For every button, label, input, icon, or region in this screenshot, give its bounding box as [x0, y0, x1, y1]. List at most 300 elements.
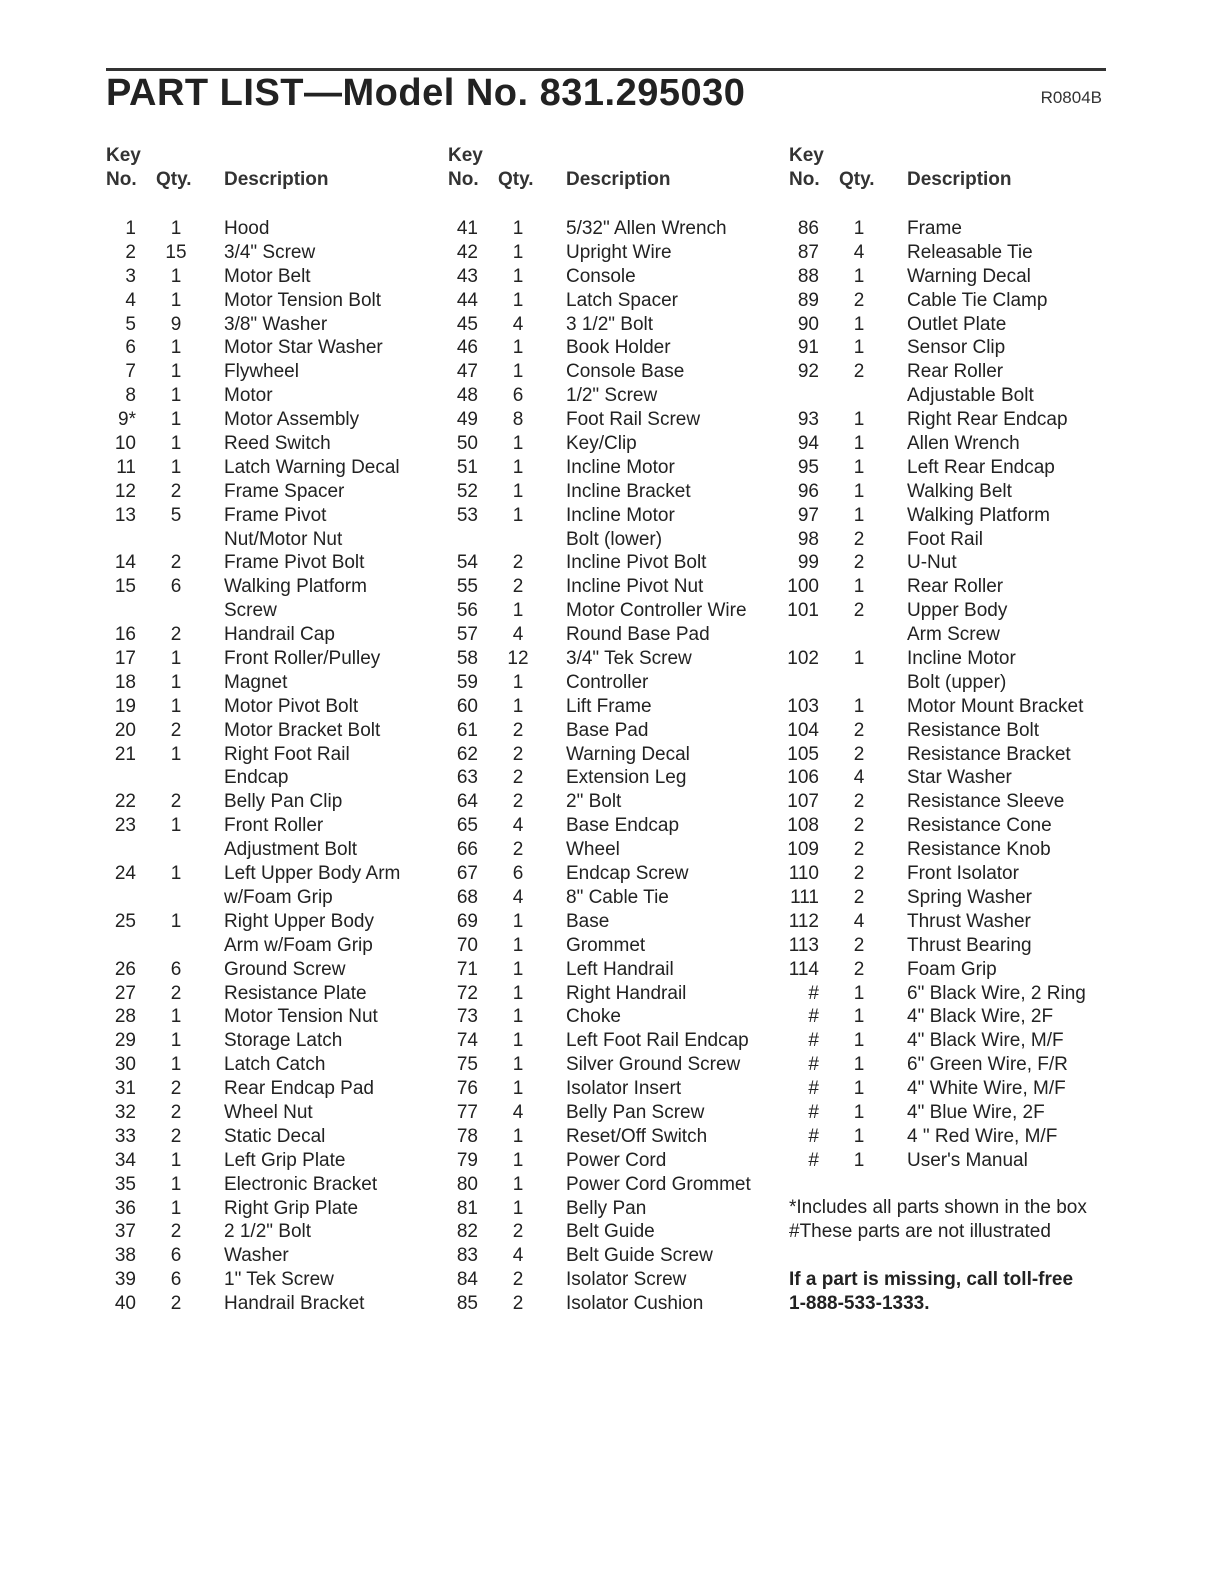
part-key-number: 45	[456, 313, 478, 335]
part-key-number: 22	[114, 791, 136, 813]
includes-note: *Includes all parts shown in the box	[789, 1197, 1087, 1218]
part-key-number: 6	[125, 337, 136, 359]
part-quantity: 6	[512, 385, 524, 407]
part-key-number: #	[808, 1078, 819, 1100]
part-quantity: 1	[170, 361, 182, 383]
part-key-number: 71	[456, 958, 478, 980]
part-quantity: 4	[512, 886, 524, 908]
part-quantity: 2	[170, 982, 182, 1004]
part-key-number: 93	[797, 409, 819, 431]
part-description: Choke	[566, 1006, 621, 1028]
part-key-number: 96	[797, 480, 819, 502]
top-rule	[106, 68, 1106, 71]
part-description: 6" Black Wire, 2 Ring	[907, 982, 1086, 1004]
part-key-number: 74	[456, 1030, 478, 1052]
part-description: U-Nut	[907, 552, 957, 574]
part-key-number: 55	[456, 576, 478, 598]
part-quantity: 1	[512, 695, 524, 717]
header-qty: Qty.	[156, 169, 192, 190]
part-description: Incline Pivot Bolt	[566, 552, 707, 574]
part-description: Spring Washer	[907, 886, 1032, 908]
part-key-number: #	[808, 982, 819, 1004]
part-quantity: 5	[170, 504, 182, 526]
part-quantity: 2	[853, 791, 865, 813]
part-quantity: 2	[853, 863, 865, 885]
part-quantity: 1	[512, 241, 524, 263]
part-key-number: 23	[114, 815, 136, 837]
part-quantity: 4	[512, 815, 524, 837]
part-quantity: 4	[853, 910, 865, 932]
part-description: Silver Ground Screw	[566, 1054, 741, 1076]
part-quantity: 2	[853, 815, 865, 837]
part-quantity: 1	[512, 671, 524, 693]
part-description: Rear Roller	[907, 576, 1004, 598]
document-code: R0804B	[1040, 88, 1102, 107]
part-description: Power Cord	[566, 1149, 667, 1171]
part-quantity: 1	[853, 456, 865, 478]
part-description: Bolt (lower)	[566, 528, 663, 550]
part-description: Sensor Clip	[907, 337, 1006, 359]
part-key-number: 28	[114, 1006, 136, 1028]
part-quantity: 1	[170, 1197, 182, 1219]
part-key-number: 34	[114, 1149, 136, 1171]
part-quantity: 2	[170, 480, 182, 502]
part-key-number: 54	[456, 552, 478, 574]
part-description: 1/2" Screw	[566, 385, 658, 407]
part-description: Front Roller	[224, 815, 324, 837]
part-key-number: 10	[114, 433, 136, 455]
part-quantity: 1	[853, 1006, 865, 1028]
part-description: Left Rear Endcap	[907, 456, 1055, 478]
part-description: Static Decal	[224, 1125, 326, 1147]
part-description: Walking Belt	[907, 480, 1012, 502]
part-quantity: 1	[170, 743, 182, 765]
part-description: Resistance Sleeve	[907, 791, 1065, 813]
part-key-number: 52	[456, 480, 478, 502]
part-quantity: 2	[512, 791, 524, 813]
part-description: Reed Switch	[224, 433, 331, 455]
part-description: Latch Spacer	[566, 289, 678, 311]
part-description: Resistance Cone	[907, 815, 1052, 837]
part-key-number: 88	[797, 265, 819, 287]
part-description: Foot Rail	[907, 528, 984, 550]
part-key-number: 91	[797, 337, 819, 359]
part-quantity: 1	[170, 456, 182, 478]
part-quantity: 1	[512, 1149, 524, 1171]
part-key-number: 70	[456, 934, 478, 956]
part-quantity: 1	[170, 1006, 182, 1028]
part-quantity: 1	[853, 265, 865, 287]
part-key-number: 16	[114, 624, 136, 646]
part-quantity: 12	[507, 648, 529, 670]
part-key-number: #	[808, 1125, 819, 1147]
part-description: 4 " Red Wire, M/F	[907, 1125, 1058, 1147]
part-description: Right Handrail	[566, 982, 687, 1004]
part-description: Walking Platform	[907, 504, 1050, 526]
part-description: Adjustment Bolt	[224, 839, 358, 861]
part-quantity: 1	[170, 863, 182, 885]
part-description: Motor	[224, 385, 273, 407]
part-quantity: 2	[170, 1221, 182, 1243]
part-description: Book Holder	[566, 337, 671, 359]
part-key-number: 35	[114, 1173, 136, 1195]
part-description: Base Pad	[566, 719, 649, 741]
part-key-number: 79	[456, 1149, 478, 1171]
part-key-number: 75	[456, 1054, 478, 1076]
part-description: Belly Pan	[566, 1197, 647, 1219]
part-key-number: 83	[456, 1245, 478, 1267]
part-key-number: 3	[125, 265, 136, 287]
part-quantity: 4	[512, 1101, 524, 1123]
part-description: Electronic Bracket	[224, 1173, 378, 1195]
part-description: Releasable Tie	[907, 241, 1033, 263]
part-quantity: 2	[512, 743, 524, 765]
part-description: Motor Belt	[224, 265, 311, 287]
part-quantity: 1	[170, 385, 182, 407]
part-description: Thrust Washer	[907, 910, 1031, 932]
part-key-number: 73	[456, 1006, 478, 1028]
part-key-number: 36	[114, 1197, 136, 1219]
part-description: User's Manual	[907, 1149, 1028, 1171]
part-description: Front Isolator	[907, 863, 1019, 885]
part-key-number: 80	[456, 1173, 478, 1195]
part-key-number: 56	[456, 600, 478, 622]
part-key-number: 108	[787, 815, 819, 837]
part-quantity: 2	[853, 600, 865, 622]
part-description: Magnet	[224, 671, 288, 693]
part-quantity: 1	[170, 1054, 182, 1076]
part-quantity: 1	[853, 218, 865, 239]
part-description: Handrail Cap	[224, 624, 335, 646]
part-description: Motor Tension Nut	[224, 1006, 378, 1028]
part-description: Incline Bracket	[566, 480, 691, 502]
part-quantity: 1	[853, 982, 865, 1004]
part-key-number: 109	[787, 839, 819, 861]
part-quantity: 1	[853, 648, 865, 670]
part-key-number: 50	[456, 433, 478, 455]
part-description: 3/4" Screw	[224, 241, 316, 263]
part-key-number: 13	[114, 504, 136, 526]
part-description: 1" Tek Screw	[224, 1269, 334, 1291]
part-quantity: 1	[170, 409, 182, 431]
part-description: Resistance Plate	[224, 982, 367, 1004]
part-quantity: 1	[170, 671, 182, 693]
part-description: Thrust Bearing	[907, 934, 1032, 956]
part-description: 3/8" Washer	[224, 313, 328, 335]
part-quantity: 1	[512, 1054, 524, 1076]
part-key-number: 89	[797, 289, 819, 311]
header-no: No.	[106, 169, 137, 190]
part-description: Base Endcap	[566, 815, 680, 837]
part-quantity: 1	[170, 910, 182, 932]
part-description: Controller	[566, 671, 649, 693]
part-quantity: 1	[853, 480, 865, 502]
part-key-number: 39	[114, 1269, 136, 1291]
part-quantity: 1	[512, 600, 524, 622]
part-description: Warning Decal	[907, 265, 1031, 287]
part-description: Left Handrail	[566, 958, 674, 980]
part-key-number: 1	[125, 218, 136, 239]
part-quantity: 1	[170, 815, 182, 837]
part-description: Frame Pivot	[224, 504, 327, 526]
part-key-number: 29	[114, 1030, 136, 1052]
part-key-number: 77	[456, 1101, 478, 1123]
part-quantity: 2	[853, 934, 865, 956]
part-quantity: 2	[853, 361, 865, 383]
part-key-number: 99	[797, 552, 819, 574]
part-quantity: 1	[512, 1197, 524, 1219]
part-description: Power Cord Grommet	[566, 1173, 751, 1195]
part-quantity: 1	[170, 218, 182, 239]
part-description: Right Upper Body	[224, 910, 374, 932]
part-description: Left Upper Body Arm	[224, 863, 401, 885]
part-description: Motor Tension Bolt	[224, 289, 382, 311]
part-key-number: 51	[456, 456, 478, 478]
part-key-number: 20	[114, 719, 136, 741]
part-key-number: 66	[456, 839, 478, 861]
part-quantity: 2	[512, 1293, 524, 1315]
header-no: No.	[789, 169, 820, 190]
part-key-number: #	[808, 1054, 819, 1076]
part-key-number: 106	[787, 767, 819, 789]
part-key-number: 87	[797, 241, 819, 263]
part-description: Motor Mount Bracket	[907, 695, 1084, 717]
part-description: Allen Wrench	[907, 433, 1020, 455]
part-key-number: 8	[125, 385, 136, 407]
part-description: Arm w/Foam Grip	[224, 934, 373, 956]
part-description: Cable Tie Clamp	[907, 289, 1048, 311]
part-description: Rear Roller	[907, 361, 1004, 383]
part-quantity: 1	[853, 576, 865, 598]
part-quantity: 1	[512, 958, 524, 980]
part-description: Belt Guide	[566, 1221, 655, 1243]
part-key-number: 111	[790, 886, 819, 908]
part-key-number: #	[808, 1006, 819, 1028]
part-description: Key/Clip	[566, 433, 637, 455]
part-quantity: 6	[170, 576, 182, 598]
part-key-number: 85	[456, 1293, 478, 1315]
part-quantity: 1	[170, 337, 182, 359]
part-key-number: 9*	[118, 409, 136, 431]
part-quantity: 1	[853, 1149, 865, 1171]
part-quantity: 2	[170, 1078, 182, 1100]
part-description: Round Base Pad	[566, 624, 710, 646]
part-description: Wheel Nut	[224, 1101, 313, 1123]
part-key-number: 112	[788, 910, 819, 932]
part-quantity: 1	[512, 289, 524, 311]
part-key-number: 61	[456, 719, 478, 741]
not-illustrated-note: #These parts are not illustrated	[789, 1221, 1051, 1242]
part-description: Frame Pivot Bolt	[224, 552, 365, 574]
part-description: Storage Latch	[224, 1030, 343, 1052]
header-description: Description	[566, 169, 671, 190]
part-description: Isolator Cushion	[566, 1293, 704, 1315]
part-quantity: 1	[512, 1006, 524, 1028]
header-no: No.	[448, 169, 479, 190]
part-quantity: 1	[853, 1125, 865, 1147]
part-description: Frame Spacer	[224, 480, 345, 502]
part-description: w/Foam Grip	[224, 886, 333, 908]
part-description: Isolator Screw	[566, 1269, 687, 1291]
part-description: Latch Warning Decal	[224, 456, 400, 478]
part-description: Left Foot Rail Endcap	[566, 1030, 749, 1052]
part-description: Lift Frame	[566, 695, 652, 717]
part-key-number: 110	[788, 863, 819, 885]
part-key-number: 86	[797, 218, 819, 239]
part-quantity: 1	[512, 218, 524, 239]
part-key-number: 78	[456, 1125, 478, 1147]
part-description: Foot Rail Screw	[566, 409, 701, 431]
part-quantity: 1	[512, 1173, 524, 1195]
part-key-number: 25	[114, 910, 136, 932]
part-quantity: 1	[512, 910, 524, 932]
part-key-number: 113	[788, 934, 819, 956]
part-description: Latch Catch	[224, 1054, 326, 1076]
part-key-number: 58	[456, 648, 478, 670]
part-key-number: 26	[114, 958, 136, 980]
part-quantity: 2	[512, 767, 524, 789]
part-key-number: 59	[456, 671, 478, 693]
part-description: Rear Endcap Pad	[224, 1078, 374, 1100]
part-key-number: 102	[787, 648, 819, 670]
part-quantity: 8	[512, 409, 524, 431]
part-description: Flywheel	[224, 361, 299, 383]
part-quantity: 1	[512, 337, 524, 359]
header-key: Key	[448, 145, 483, 166]
part-description: Screw	[224, 600, 277, 622]
part-key-number: 92	[797, 361, 819, 383]
part-description: Belt Guide Screw	[566, 1245, 713, 1267]
part-key-number: 15	[114, 576, 136, 598]
part-key-number: 107	[787, 791, 819, 813]
part-description: Extension Leg	[566, 767, 687, 789]
part-key-number: 57	[456, 624, 478, 646]
part-description: Resistance Bracket	[907, 743, 1071, 765]
part-quantity: 1	[170, 1149, 182, 1171]
part-description: Frame	[907, 218, 962, 239]
part-description: Left Grip Plate	[224, 1149, 346, 1171]
part-key-number: 41	[456, 218, 478, 239]
part-quantity: 1	[853, 337, 865, 359]
part-key-number: 30	[114, 1054, 136, 1076]
part-key-number: 97	[797, 504, 819, 526]
part-quantity: 1	[512, 1125, 524, 1147]
part-quantity: 1	[853, 1030, 865, 1052]
part-quantity: 9	[170, 313, 182, 335]
part-description: Console	[566, 265, 636, 287]
part-key-number: 21	[114, 743, 136, 765]
part-key-number: 101	[787, 600, 819, 622]
part-quantity: 2	[512, 839, 524, 861]
part-quantity: 1	[853, 695, 865, 717]
part-description: Incline Motor	[907, 648, 1016, 670]
part-key-number: 47	[456, 361, 478, 383]
part-description: 2 1/2" Bolt	[224, 1221, 312, 1243]
part-key-number: 68	[456, 886, 478, 908]
part-quantity: 2	[853, 528, 865, 550]
part-quantity: 1	[853, 433, 865, 455]
part-quantity: 4	[512, 624, 524, 646]
part-description: Wheel	[566, 839, 620, 861]
part-description: Upright Wire	[566, 241, 672, 263]
part-description: Motor Bracket Bolt	[224, 719, 381, 741]
part-key-number: 4	[125, 289, 136, 311]
part-key-number: 48	[456, 385, 478, 407]
part-quantity: 1	[170, 1030, 182, 1052]
part-description: Resistance Knob	[907, 839, 1051, 861]
part-key-number: 7	[125, 361, 136, 383]
part-key-number: 82	[456, 1221, 478, 1243]
part-quantity: 1	[853, 1078, 865, 1100]
part-quantity: 2	[853, 958, 865, 980]
part-key-number: 5	[125, 313, 136, 335]
part-description: Foam Grip	[907, 958, 997, 980]
part-description: 3 1/2" Bolt	[566, 313, 654, 335]
part-description: Walking Platform	[224, 576, 367, 598]
part-quantity: 1	[170, 289, 182, 311]
part-quantity: 1	[170, 433, 182, 455]
part-quantity: 2	[512, 1221, 524, 1243]
part-quantity: 4	[512, 313, 524, 335]
part-description: 2" Bolt	[566, 791, 622, 813]
part-quantity: 4	[853, 767, 865, 789]
part-description: Endcap	[224, 767, 289, 789]
part-key-number: 69	[456, 910, 478, 932]
part-key-number: 105	[787, 743, 819, 765]
part-description: Right Grip Plate	[224, 1197, 359, 1219]
part-description: Warning Decal	[566, 743, 690, 765]
part-quantity: 6	[170, 1245, 182, 1267]
part-quantity: 1	[170, 265, 182, 287]
part-description: Incline Pivot Nut	[566, 576, 704, 598]
part-key-number: 32	[114, 1101, 136, 1123]
part-description: Incline Motor	[566, 504, 675, 526]
part-quantity: 1	[853, 1101, 865, 1123]
part-description: Grommet	[566, 934, 646, 956]
part-quantity: 1	[512, 480, 524, 502]
part-key-number: 62	[456, 743, 478, 765]
header-qty: Qty.	[839, 169, 875, 190]
part-key-number: 43	[456, 265, 478, 287]
part-quantity: 2	[512, 576, 524, 598]
part-key-number: 11	[116, 456, 136, 478]
part-description: Upper Body	[907, 600, 1008, 622]
part-quantity: 2	[853, 839, 865, 861]
part-key-number: 100	[787, 576, 819, 598]
part-key-number: 44	[456, 289, 478, 311]
part-quantity: 1	[512, 934, 524, 956]
part-key-number: 90	[797, 313, 819, 335]
part-description: Nut/Motor Nut	[224, 528, 343, 550]
part-quantity: 2	[512, 719, 524, 741]
part-description: 5/32" Allen Wrench	[566, 218, 727, 239]
part-key-number: 53	[456, 504, 478, 526]
part-key-number: 14	[114, 552, 136, 574]
header-qty: Qty.	[498, 169, 534, 190]
part-quantity: 1	[512, 1078, 524, 1100]
part-quantity: 15	[165, 241, 187, 263]
part-key-number: 24	[114, 863, 136, 885]
part-quantity: 2	[170, 552, 182, 574]
part-quantity: 1	[512, 433, 524, 455]
part-quantity: 1	[853, 313, 865, 335]
part-description: Arm Screw	[907, 624, 1000, 646]
part-quantity: 1	[512, 265, 524, 287]
part-description: Base	[566, 910, 610, 932]
part-description: 8" Cable Tie	[566, 886, 669, 908]
part-description: Belly Pan Screw	[566, 1101, 705, 1123]
part-quantity: 1	[512, 1030, 524, 1052]
